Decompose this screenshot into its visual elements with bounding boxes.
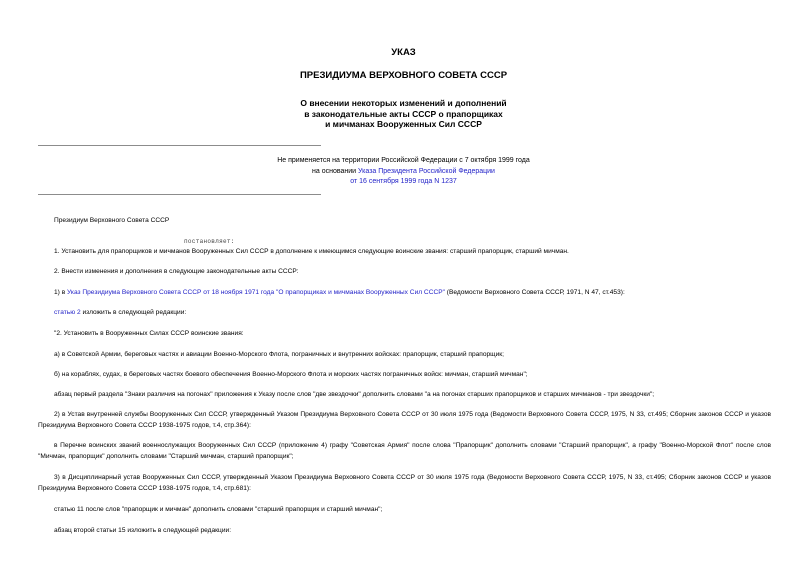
bottom-divider [38, 194, 321, 195]
document-title: УКАЗ [391, 47, 416, 58]
p4-suffix: изложить в следующей редакции: [80, 309, 187, 316]
postanovlyaet-line: постановляет: [184, 238, 235, 245]
paragraph-7: б) на кораблях, судах, в береговых частях боевого обеспечения Военно-Морского Флота и морских частях пограничных войск: мичман, старший мичман"; [54, 371, 528, 378]
paragraph-2: 2. Внести изменения и дополнения в следующие законодательные акты СССР: [54, 268, 299, 275]
p3-prefix: 1) в [54, 289, 68, 296]
decree-1971-link[interactable]: Указ Президиума Верховного Совета СССР от 18 ноября 1971 года "О прапорщиках и мичманах Вооруженных Сил СССР" [67, 289, 445, 296]
president-decree-link[interactable]: Указа Президента Российской Федерации [358, 167, 495, 175]
paragraph-11: 3) в Дисциплинарный устав Вооруженных Сил СССР, утвержденный Указом Президиума Верховного Совета СССР от 30 июля 1975 года (Ведомости Верховного Совета СССР, 1975, N 33, ст.495; Сборник законов СССР и указов Президиума Верховного Совета СССР 1938-1975 годов, т.4, стр.681): [38, 474, 771, 492]
paragraph-3 [54, 288, 625, 299]
note-line: Не применяется на территории Российской Федерации с 7 октября 1999 года [277, 157, 530, 164]
heading-line: и мичманах Вооруженных Сил СССР [325, 119, 482, 129]
note-line [0, 167, 807, 178]
paragraph-13: абзац второй статьи 15 изложить в следующей редакции: [54, 527, 232, 534]
document-heading [0, 98, 807, 130]
p3-suffix: (Ведомости Верховного Совета СССР, 1971, N 47, ст.453): [444, 289, 625, 296]
top-divider [38, 145, 321, 146]
heading-line: О внесении некоторых изменений и дополнений [300, 98, 507, 108]
heading-line: в законодательные акты СССР о прапорщиках [304, 108, 503, 119]
paragraph-4 [54, 308, 186, 319]
decree-date-link[interactable]: от 16 сентября 1999 года N 1237 [350, 178, 457, 185]
document-subtitle: ПРЕЗИДИУМА ВЕРХОВНОГО СОВЕТА СССР [299, 70, 508, 81]
paragraph-9: 2) в Устав внутренней службы Вооруженных Сил СССР, утвержденный Указом Президиума Верховного Совета СССР от 30 июля 1975 года (Ведомости Верховного Совета СССР, 1975, N 33, ст.495; Сборник законов СССР и указов Президиума Верховного Совета СССР 1938-1975 годов, т.4, стр.364): [38, 411, 771, 429]
paragraph-1: 1. Установить для прапорщиков и мичманов Вооруженных Сил СССР в дополнение к имеющимся следующие воинские звания: старший прапорщик, старший мичман. [54, 248, 569, 255]
paragraph-6: а) в Советской Армии, береговых частях и авиации Военно-Морского Флота, пограничных и внутренних войсках: прапорщик, старший прапорщик; [54, 351, 505, 358]
validity-note [0, 156, 807, 188]
paragraph-12: статью 11 после слов "прапорщик и мичман" дополнить словами "старший прапорщик и старший мичман"; [54, 506, 383, 513]
article-2-link[interactable]: статью 2 [54, 309, 81, 316]
paragraph-8: абзац первый раздела "Знаки различия на погонах" приложения к Указу после слов "две звездочки" дополнить словами "а на погонах старших прапорщиков и старших мичманов - три звездочки"; [54, 391, 655, 398]
presidium-line: Президиум Верховного Совета СССР [54, 217, 170, 224]
paragraph-10: в Перечне воинских званий военнослужащих Вооруженных Сил СССР (приложение 4) графу "Советская Армия" после слова "Прапорщик" дополнить словами "Старший прапорщик", а графу "Военно-Морской Флот" после слов "Мичман, прапорщик" дополнить словами "Старший мичман, старший прапорщик"; [38, 442, 771, 460]
paragraph-5: "2. Установить в Вооруженных Силах СССР воинские звания: [54, 330, 244, 337]
note-prefix: на основании [312, 167, 359, 175]
